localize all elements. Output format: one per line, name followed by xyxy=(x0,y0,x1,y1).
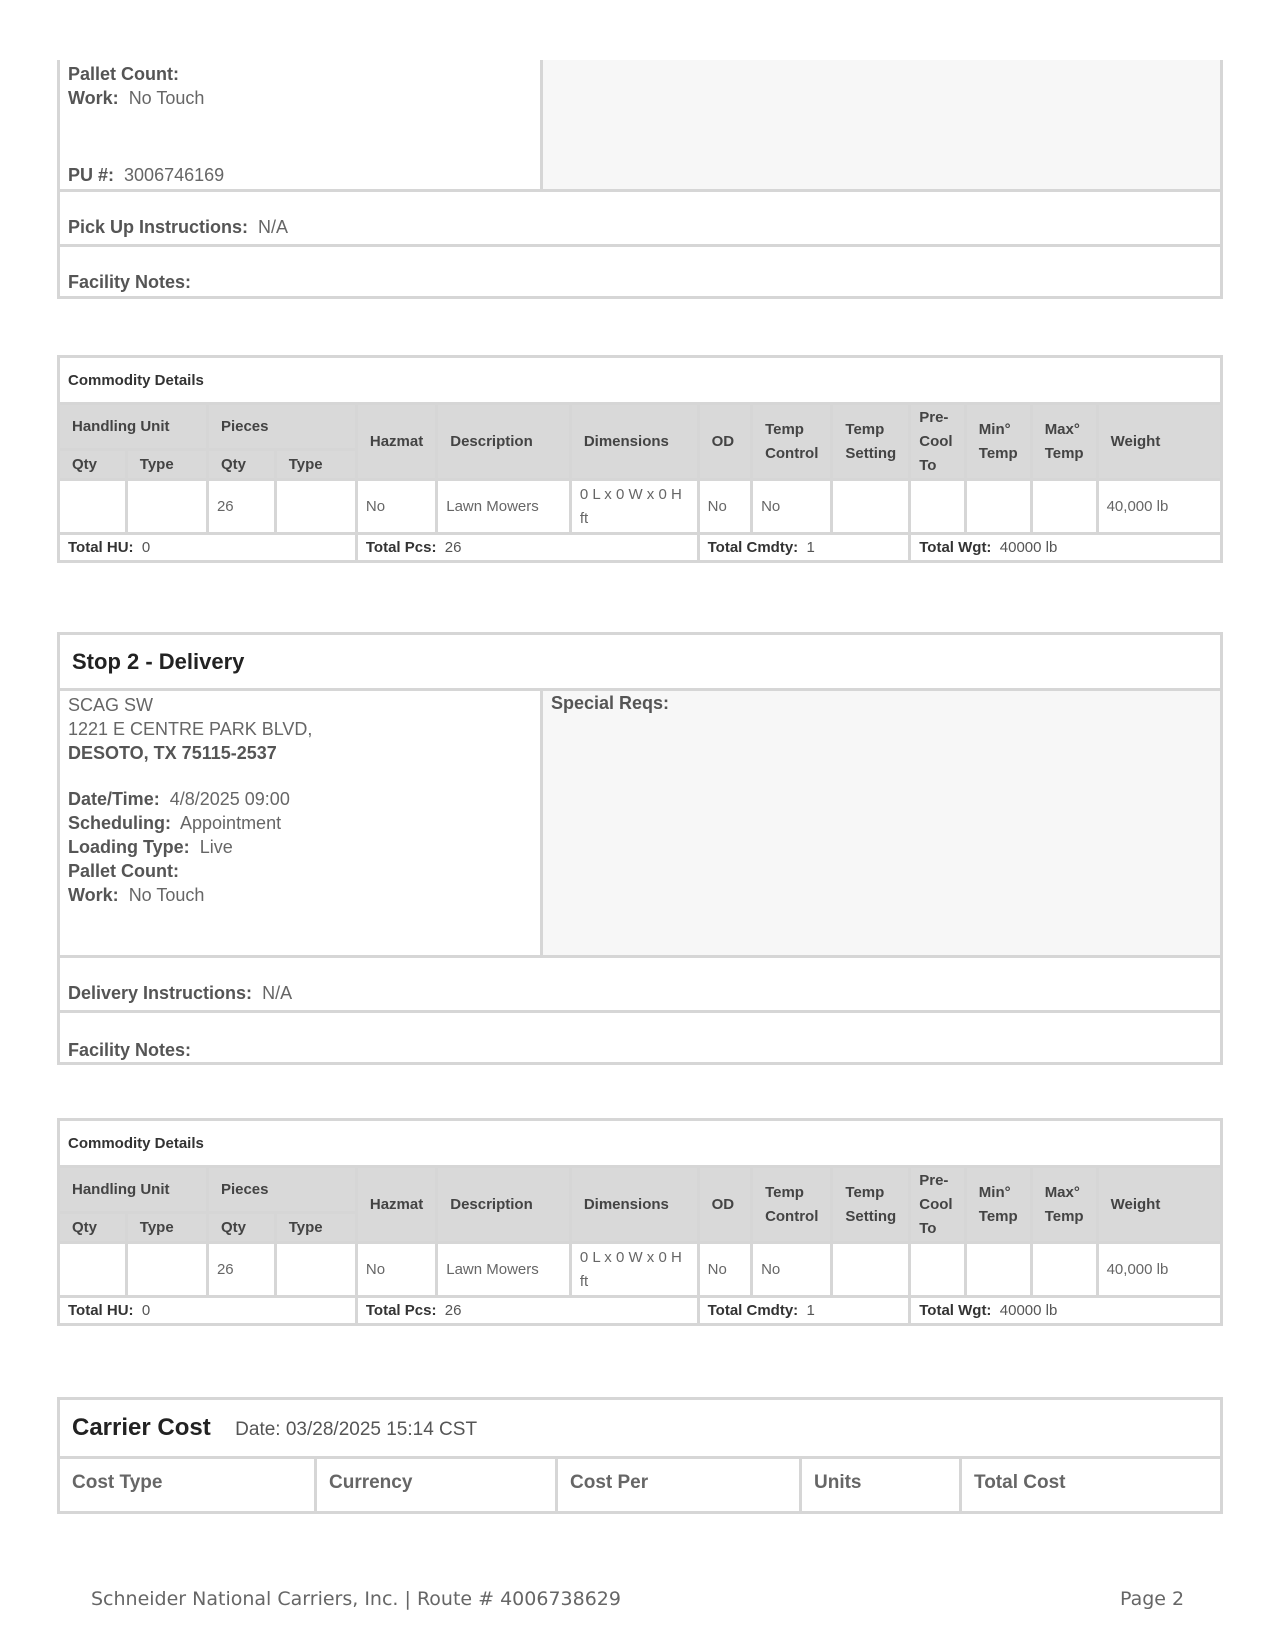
stop2-facility-notes: Facility Notes: xyxy=(60,1010,1220,1065)
weight-header: Weight xyxy=(1097,404,1221,480)
hazmat-header: Hazmat xyxy=(356,404,436,480)
carrier-cost-date: Date: 03/28/2025 15:14 CST xyxy=(235,1419,478,1440)
od-header: OD xyxy=(698,404,751,480)
total-cost-header: Total Cost xyxy=(974,1472,1066,1493)
stop2-special-reqs: Special Reqs: xyxy=(543,691,1220,955)
totals-row: Total HU: 0 Total Pcs: 26 Total Cmdty: 1 Total Wgt: 40000 lb xyxy=(59,534,1222,562)
max-temp-header: Max° Temp xyxy=(1031,404,1097,480)
temp-control-header: Temp Control xyxy=(752,1167,832,1243)
units-header: Units xyxy=(802,1459,962,1511)
stop2-title: Stop 2 - Delivery xyxy=(60,635,1220,691)
temp-setting-header: Temp Setting xyxy=(832,1167,910,1243)
carrier-cost-section xyxy=(57,1397,1223,1514)
cost-type-header: Cost Type xyxy=(60,1459,317,1511)
pc-qty-header: Qty xyxy=(207,450,275,480)
precool-header: Pre- Cool To xyxy=(910,1167,966,1243)
stop1-special-reqs xyxy=(543,60,1220,189)
commodity-table-1 xyxy=(57,355,1223,563)
handling-unit-header: Handling Unit xyxy=(59,404,208,450)
pickup-instructions: Pick Up Instructions: N/A xyxy=(60,189,1220,244)
carrier-cost-columns xyxy=(60,1459,1220,1511)
stop2-details: SCAG SW 1221 E CENTRE PARK BLVD, DESOTO, TX 75115-2537 Date/Time: 4/8/2025 09:00 Scheduling: Appointment Loading Type: Live Pallet Count: Work: No Touch xyxy=(60,691,543,955)
pu-label: PU #: xyxy=(68,165,115,185)
pieces-header: Pieces xyxy=(207,404,356,450)
stop2-section xyxy=(57,632,1223,1065)
loading-value: Live xyxy=(199,837,233,857)
table-row: 26 No Lawn Mowers 0 L x 0 W x 0 H ft No No 40,000 lb xyxy=(59,1243,1222,1297)
handling-unit-header: Handling Unit xyxy=(59,1167,208,1213)
cost-per-header: Cost Per xyxy=(558,1459,802,1511)
pu-value: 3006746169 xyxy=(124,165,225,185)
work-label: Work: xyxy=(68,88,119,108)
pc-type-header: Type xyxy=(275,450,356,480)
commodity-title: Commodity Details xyxy=(59,357,1222,404)
precool-header: Pre- Cool To xyxy=(910,404,966,480)
description-header: Description xyxy=(437,404,571,480)
commodity-table-2 xyxy=(57,1118,1223,1326)
table-row: 26 No Lawn Mowers 0 L x 0 W x 0 H ft No No 40,000 lb xyxy=(59,480,1222,534)
consignee-city: DESOTO, TX 75115-2537 xyxy=(68,743,277,763)
max-temp-header: Max° Temp xyxy=(1031,1167,1097,1243)
footer-route: Schneider National Carriers, Inc. | Route # 4006738629 xyxy=(91,1588,621,1610)
carrier-cost-title: Carrier Cost xyxy=(72,1414,211,1441)
scheduling-value: Appointment xyxy=(180,813,282,833)
consignee-address: 1221 E CENTRE PARK BLVD, xyxy=(68,719,313,739)
currency-header: Currency xyxy=(317,1459,558,1511)
hazmat-header: Hazmat xyxy=(356,1167,436,1243)
hu-type-header: Type xyxy=(126,1213,207,1243)
min-temp-header: Min° Temp xyxy=(965,404,1031,480)
work-value: No Touch xyxy=(128,88,205,108)
pc-qty-header: Qty xyxy=(207,1213,275,1243)
hu-type-header: Type xyxy=(126,450,207,480)
temp-setting-header: Temp Setting xyxy=(832,404,910,480)
temp-control-header: Temp Control xyxy=(752,404,832,480)
pallet-count-label: Pallet Count: xyxy=(68,64,179,84)
commodity-title: Commodity Details xyxy=(59,1120,1222,1167)
min-temp-header: Min° Temp xyxy=(965,1167,1031,1243)
totals-row: Total HU: 0 Total Pcs: 26 Total Cmdty: 1 Total Wgt: 40000 lb xyxy=(59,1297,1222,1325)
dimensions-header: Dimensions xyxy=(570,1167,698,1243)
delivery-instructions: Delivery Instructions: N/A xyxy=(60,955,1220,1010)
hu-qty-header: Qty xyxy=(59,450,127,480)
footer-page-number: Page 2 xyxy=(1120,1588,1185,1610)
stop1-details xyxy=(60,60,543,189)
stop1-section xyxy=(57,60,1223,299)
od-header: OD xyxy=(698,1167,751,1243)
pieces-header: Pieces xyxy=(207,1167,356,1213)
weight-header: Weight xyxy=(1097,1167,1221,1243)
hu-qty-header: Qty xyxy=(59,1213,127,1243)
consignee-name: SCAG SW xyxy=(68,695,154,715)
description-header: Description xyxy=(437,1167,571,1243)
pc-type-header: Type xyxy=(275,1213,356,1243)
work-value: No Touch xyxy=(128,885,205,905)
dimensions-header: Dimensions xyxy=(570,404,698,480)
datetime-value: 4/8/2025 09:00 xyxy=(169,789,290,809)
stop1-facility-notes: Facility Notes: xyxy=(60,244,1220,299)
